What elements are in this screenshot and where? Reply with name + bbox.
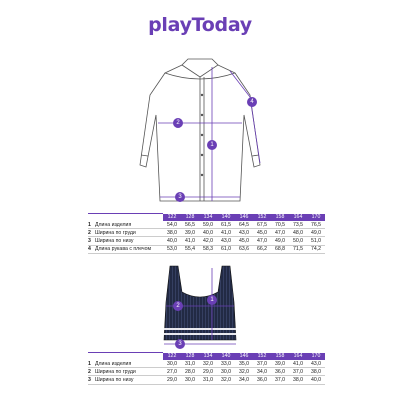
table-cell: 61,0	[217, 245, 235, 253]
table-cell: 37,0	[253, 360, 271, 368]
row-label: Ширина по груди	[95, 229, 163, 237]
table-row	[88, 376, 325, 384]
table-cell: 38,0	[307, 368, 325, 376]
size-header: 134	[199, 353, 217, 361]
size-header: 152	[253, 353, 271, 361]
marker-shirt-4	[247, 97, 257, 107]
size-header: 140	[217, 353, 235, 361]
table-cell: 67,5	[253, 221, 271, 229]
size-header: 158	[271, 353, 289, 361]
table-cell: 49,0	[307, 229, 325, 237]
table-cell: 53,0	[163, 245, 181, 253]
table-cell: 58,3	[199, 245, 217, 253]
table-cell: 45,0	[253, 229, 271, 237]
table-cell: 64,5	[235, 221, 253, 229]
row-number: 3	[88, 237, 95, 245]
table-cell: 37,0	[271, 376, 289, 384]
table-cell: 54,0	[163, 221, 181, 229]
table-row	[88, 245, 325, 253]
table-cell: 29,0	[199, 368, 217, 376]
table-row	[88, 229, 325, 237]
table-cell: 71,5	[289, 245, 307, 253]
table-cell: 38,0	[289, 376, 307, 384]
table-cell: 74,2	[307, 245, 325, 253]
row-label: Длина изделия	[95, 221, 163, 229]
table-cell: 59,0	[199, 221, 217, 229]
size-header: 158	[271, 214, 289, 222]
svg-text:2: 2	[176, 303, 180, 309]
table-cell: 38,0	[163, 229, 181, 237]
row-number: 2	[88, 368, 95, 376]
svg-text:3: 3	[178, 194, 182, 200]
table-cell: 32,0	[199, 360, 217, 368]
size-header: 134	[199, 214, 217, 222]
table-cell: 27,0	[163, 368, 181, 376]
table-cell: 61,5	[217, 221, 235, 229]
table-cell: 34,0	[235, 376, 253, 384]
size-header: 146	[235, 353, 253, 361]
marker-shirt-3	[175, 192, 185, 202]
row-label: Длина изделия	[95, 360, 163, 368]
table-cell: 49,0	[271, 237, 289, 245]
brand-logo: playToday	[148, 14, 252, 36]
table-cell: 31,0	[199, 376, 217, 384]
table-cell: 50,0	[289, 237, 307, 245]
size-header: 164	[289, 214, 307, 222]
table-cell: 28,0	[181, 368, 199, 376]
table-cell: 41,0	[181, 237, 199, 245]
table-cell: 42,0	[199, 237, 217, 245]
crop-top-illustration	[150, 262, 250, 352]
top-size-header	[88, 353, 325, 361]
table-cell: 39,0	[271, 360, 289, 368]
table-cell: 39,0	[181, 229, 199, 237]
size-header: 128	[181, 353, 199, 361]
table-cell: 35,0	[235, 360, 253, 368]
row-label: Ширина по груди	[95, 368, 163, 376]
table-cell: 36,0	[271, 368, 289, 376]
row-label: Ширина по низу	[95, 376, 163, 384]
table-cell: 47,0	[253, 237, 271, 245]
table-cell: 76,5	[307, 221, 325, 229]
table-cell: 40,0	[307, 376, 325, 384]
table-cell: 47,0	[271, 229, 289, 237]
svg-text:4: 4	[250, 99, 254, 105]
table-cell: 66,2	[253, 245, 271, 253]
table-cell: 73,5	[289, 221, 307, 229]
row-number: 4	[88, 245, 95, 253]
size-header: 170	[307, 214, 325, 222]
top-size-table	[88, 352, 325, 385]
table-cell: 31,0	[181, 360, 199, 368]
table-cell: 41,0	[289, 360, 307, 368]
table-cell: 34,0	[253, 368, 271, 376]
table-row	[88, 360, 325, 368]
table-cell: 45,0	[235, 237, 253, 245]
table-cell: 40,0	[199, 229, 217, 237]
table-cell: 68,8	[271, 245, 289, 253]
table-cell: 33,0	[217, 360, 235, 368]
table-cell: 43,0	[235, 229, 253, 237]
table-cell: 43,0	[217, 237, 235, 245]
marker-shirt-2	[173, 118, 183, 128]
svg-text:2: 2	[176, 120, 180, 126]
svg-text:1: 1	[210, 297, 214, 303]
table-row	[88, 221, 325, 229]
table-cell: 32,0	[235, 368, 253, 376]
table-cell: 40,0	[163, 237, 181, 245]
svg-text:1: 1	[210, 142, 214, 148]
row-label: Ширина по низу	[95, 237, 163, 245]
table-cell: 51,0	[307, 237, 325, 245]
size-header: 152	[253, 214, 271, 222]
row-number: 1	[88, 360, 95, 368]
size-header: 140	[217, 214, 235, 222]
table-row	[88, 237, 325, 245]
table-cell: 30,0	[217, 368, 235, 376]
table-cell: 32,0	[217, 376, 235, 384]
table-cell: 41,0	[217, 229, 235, 237]
table-cell: 43,0	[307, 360, 325, 368]
row-number: 2	[88, 229, 95, 237]
table-cell: 56,5	[181, 221, 199, 229]
table-cell: 30,0	[163, 360, 181, 368]
row-label: Длина рукава с плечом	[95, 245, 163, 253]
table-cell: 55,4	[181, 245, 199, 253]
table-cell: 37,0	[289, 368, 307, 376]
table-cell: 48,0	[289, 229, 307, 237]
table-cell: 36,0	[253, 376, 271, 384]
table-cell: 70,5	[271, 221, 289, 229]
marker-shirt-1	[207, 140, 217, 150]
size-header: 128	[181, 214, 199, 222]
size-header: 122	[163, 353, 181, 361]
table-row	[88, 368, 325, 376]
shirt-size-header	[88, 214, 325, 222]
row-number: 3	[88, 376, 95, 384]
row-number: 1	[88, 221, 95, 229]
svg-text:3: 3	[178, 341, 182, 347]
size-header: 170	[307, 353, 325, 361]
table-cell: 30,0	[181, 376, 199, 384]
table-cell: 63,6	[235, 245, 253, 253]
marker-top-3	[175, 339, 185, 349]
size-header: 164	[289, 353, 307, 361]
size-header: 122	[163, 214, 181, 222]
shirt-illustration	[120, 55, 280, 210]
shirt-size-table	[88, 213, 325, 254]
size-header: 146	[235, 214, 253, 222]
table-cell: 29,0	[163, 376, 181, 384]
marker-top-1	[207, 295, 217, 305]
marker-top-2	[173, 301, 183, 311]
